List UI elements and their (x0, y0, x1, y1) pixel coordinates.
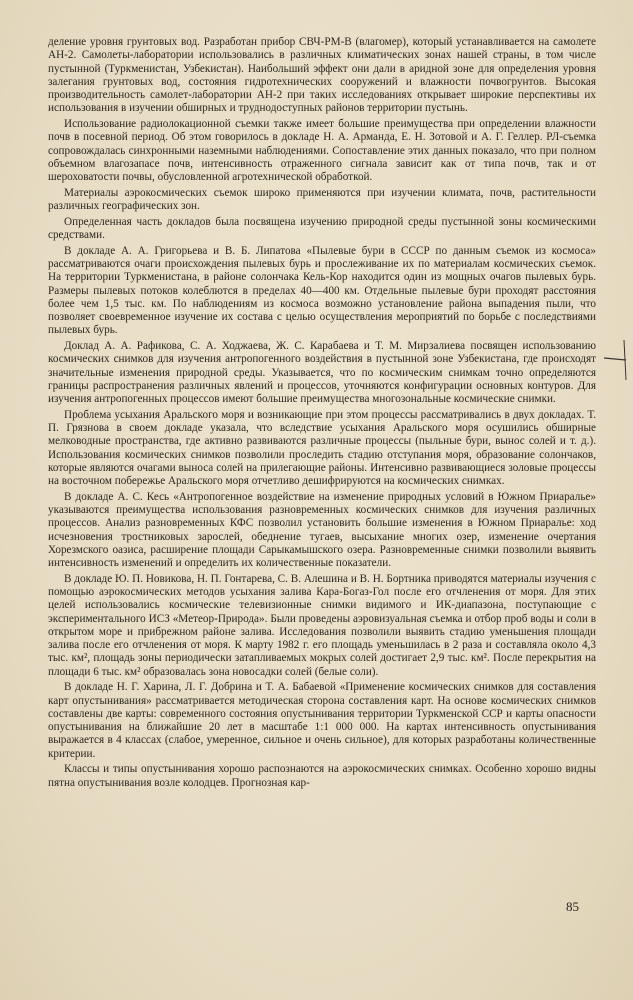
body-text (48, 36, 596, 792)
paragraph-1: деление уровня грунтовых вод. Разработан прибор СВЧ-РМ-В (влагомер), который устанавливается на самолете АН-2. Самолеты-лаборатории использовались в различных климатических зонах нашей страны, в том числе пустынной (Туркменистан, Узбекистан). Наибольший эффект они дали в аридной зоне для определения уровня залегания грунтовых вод, состояния гидротехнических сооружений и влажности почвогрунтов. Высокая производительность самолет-лаборатории АН-2 при таких исследованиях открывает широкие перспективы их использования в изучении обширных и труднодоступных районов территории пустынь. (48, 36, 596, 115)
paragraph-11: Классы и типы опустынивания хорошо распознаются на аэрокосмических снимках. Особенно хорошо видны пятна опустынивания возле колодцев. Прогнозная кар- (48, 763, 596, 789)
paragraph-9: В докладе Ю. П. Новикова, Н. П. Гонтарева, С. В. Алешина и В. Н. Бортника приводятся материалы изучения с помощью аэрокосмических методов усыхания залива Кара-Богаз-Гол после его отчленения от моря. Для этих целей использовались космические телевизионные снимки видимого и ИК-диапазона, поступающие с экспериментального ИСЗ «Метеор-Природа». Были проведены аэровизуальная съемка и отбор проб воды и соли в открытом море и прибрежном районе залива. Исследования позволили выявить стадию уменьшения площади залива после его отчленения от моря. К марту 1982 г. его площадь уменьшилась в 2 раза и составляла около 4,3 тыс. км², площадь зоны периодически затапливаемых мокрых солей достигает 2,9 тыс. км². После перекрытия на площади 6 тыс. км² образовалась зона новосадки солей (белые соли). (48, 572, 596, 678)
paragraph-2: Использование радиолокационной съемки также имеет большие преимущества при определении влажности почв в посевной период. Об этом говорилось в докладе Н. А. Арманда, Е. Н. Зотовой и А. Г. Геллер. РЛ-съемка сопровождалась синхронными наземными наблюдениями. Сопоставление этих данных показало, что при полном объемном влагозапасе почв, интенсивность отраженного сигнала зависит как от типа почв, так и от шероховатости почвы, обусловленной агротехнической обработкой. (48, 118, 596, 183)
margin-pencil-mark (600, 338, 630, 382)
paragraph-10: В докладе Н. Г. Харина, Л. Г. Добрина и Т. А. Бабаевой «Применение космических снимков для составления карт опустынивания» рассматривается методическая сторона составления карт. На основе космических снимков составлены две карты: современного состояния опустынивания территории Туркменской ССР и карты опасности опустынивания на ближайшие 20 лет в масштабе 1:1 000 000. На картах интенсивность опустынивания выражается в 4 классах (слабое, умеренное, сильное и очень сильное), для которых разработаны количественные критерии. (48, 681, 596, 760)
paragraph-6: Доклад А. А. Рафикова, С. А. Ходжаева, Ж. С. Карабаева и Т. М. Мирзалиева посвящен использованию космических снимков для изучения антропогенного воздействия в пустынной зоне Узбекистана, где происходят значительные изменения природной среды. Указывается, что по космическим снимкам точно определяются границы распространения различных явлений и процессов, уточняются конфигурации основных контуров. Для изучения антропогенных процессов имеют большие преимущества многозональные космические снимки. (48, 340, 596, 405)
paragraph-5: В докладе А. А. Григорьева и В. Б. Липатова «Пылевые бури в СССР по данным съемок из космоса» рассматриваются очаги происхождения пылевых бурь и прослеживание их по материалам космических съемок. На территории Туркменистана, в районе солончака Кель-Кор находится один из мощных очагов пылевых бурь. Размеры пылевых потоков колеблются в пределах 40—400 км. Отдельные пылевые бури проходят расстояния более чем 1,5 тыс. км. По наблюдениям из космоса возможно установление района выпадения пыли, что позволяет своевременное изучение их состава с целью осуществления мероприятий по борьбе с последствиями пылевых бурь. (48, 244, 596, 337)
paragraph-4: Определенная часть докладов была посвящена изучению природной среды пустынной зоны космическими средствами. (48, 215, 596, 241)
page-number: 85 (566, 899, 579, 914)
paragraph-3: Материалы аэрокосмических съемок широко применяются при изучении климата, почв, растительности различных географических зон. (48, 186, 596, 212)
paragraph-7: Проблема усыхания Аральского моря и возникающие при этом процессы рассматривались в двух докладах. Т. П. Грязнова в своем докладе указала, что вследствие усыхания Аральского моря осушились обширные мелководные пространства, где активно развиваются различные процессы (пыльные бури, вынос солей и т. д.). Использования космических снимков позволили проследить стадию отступания моря, образование солончаков, которые являются очагами выноса солей на прилегающие районы. Интенсивно развивающиеся золовые процессы на восточном побережье Аральского моря отчетливо дешифрируются на космических снимках. (48, 408, 596, 487)
paragraph-8: В докладе А. С. Кесь «Антропогенное воздействие на изменение природных условий в Южном Приаралье» указываются преимущества использования разновременных космических снимков для изучения различных процессов. Анализ разновременных КФС позволил установить большие изменения в Южном Приаралье: ход исчезновения тростниковых зарослей, обеднение тугаев, высыхание многих озер, изменение очертания Хорезмского оазиса, расширение площади Сарыкамышского озера. Разновременные снимки позволили выявить интенсивность изменений и определить их количественные показатели. (48, 490, 596, 569)
